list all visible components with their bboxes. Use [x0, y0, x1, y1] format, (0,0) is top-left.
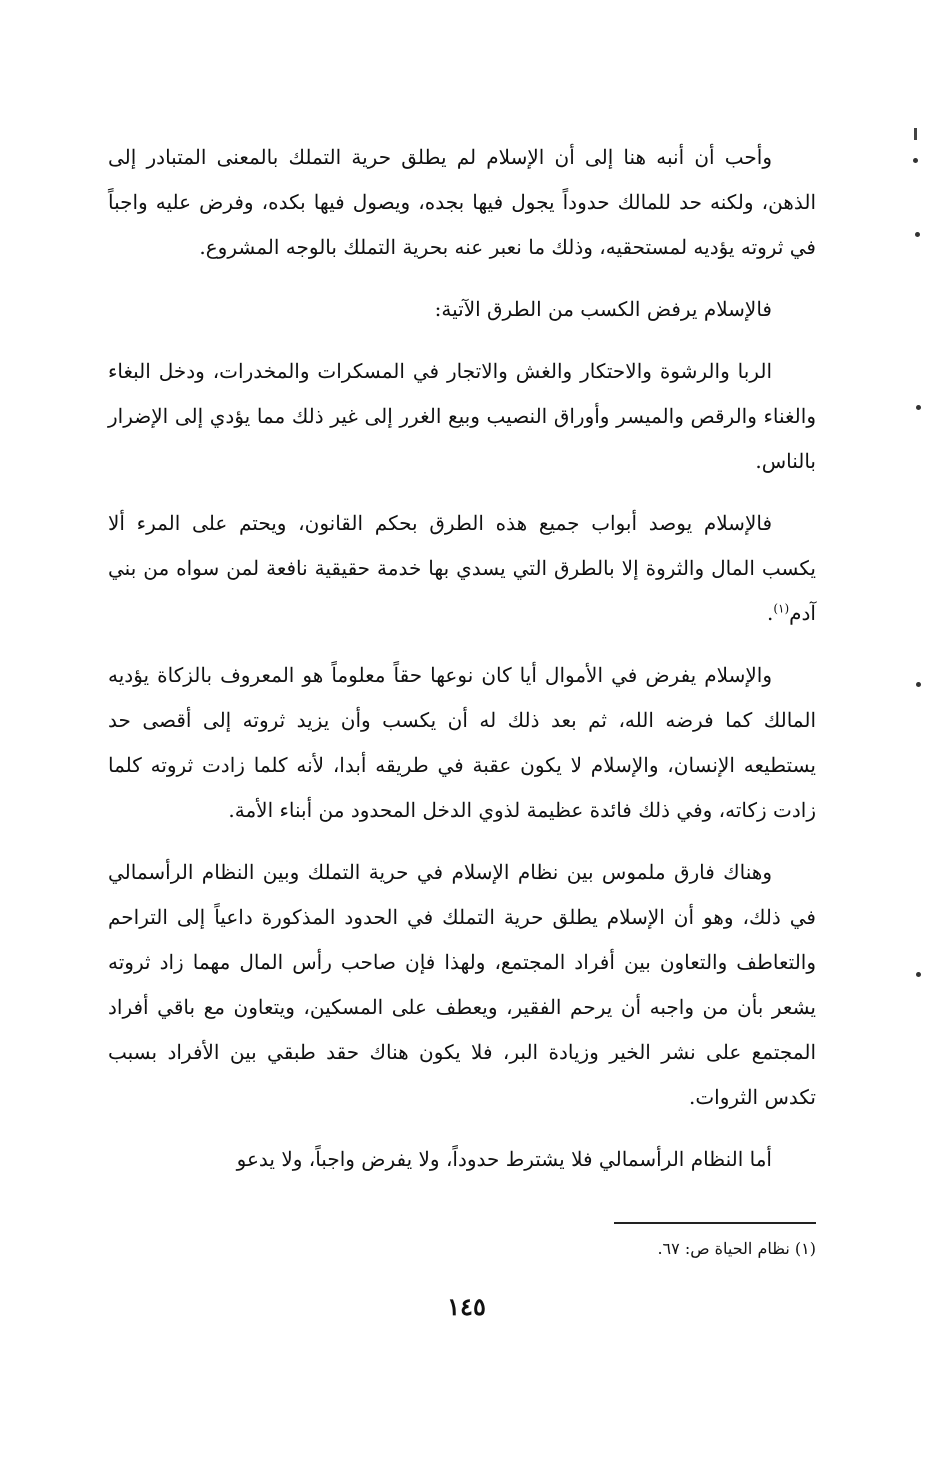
paragraph-1: وأحب أن أنبه هنا إلى أن الإسلام لم يطلق حرية التملك بالمعنى المتبادر إلى الذهن، ولكنه حد للمالك حدوداً يجول فيها بجده، ويصول فيها بكده، وفرض عليه واجباً في ثروته يؤديه لمستحقيه، وذلك ما نعبر عنه بحرية التملك بالوجه المشروع.: [108, 145, 816, 259]
body-text: [108, 135, 816, 1182]
scan-mark: [915, 232, 920, 237]
paragraph-2: فالإسلام يرفض الكسب من الطرق الآتية:: [434, 297, 772, 321]
paragraph-4: [108, 501, 816, 636]
scan-mark: [916, 972, 921, 977]
paragraph-4-text: فالإسلام يوصد أبواب جميع هذه الطرق بحكم القانون، ويحتم على المرء ألا يكسب المال والثروة إلا بالطرق التي يسدي بها خدمة حقيقية نافعة لمن سواه من بني آدم: [108, 511, 816, 625]
paragraph-3: الربا والرشوة والاحتكار والغش والاتجار في المسكرات والمخدرات، ودخل البغاء والغناء والرقص والميسر وأوراق النصيب وبيع الغرر إلى غير ذلك مما يؤدي إلى الإضرار بالناس.: [108, 359, 816, 473]
footnote-text: (١) نظام الحياة ص: ٦٧.: [657, 1239, 816, 1258]
scan-mark: [913, 158, 918, 163]
paragraph-4-end: .: [766, 601, 774, 625]
scan-mark: [916, 682, 921, 687]
paragraph-7: أما النظام الرأسمالي فلا يشترط حدوداً، ولا يفرض واجباً، ولا يدعو: [236, 1147, 772, 1171]
footnote-divider: [614, 1222, 816, 1224]
footnote-reference: (١): [773, 601, 790, 616]
scan-mark: [914, 128, 917, 140]
paragraph-5: والإسلام يفرض في الأموال أيا كان نوعها حقاً معلوماً هو المعروف بالزكاة يؤديه المالك كما فرضه الله، ثم بعد ذلك له أن يكسب وأن يزيد ثروته إلى أقصى حد يستطيعه الإنسان، والإسلام لا يكون عقبة في طريقه أبدا، لأنه كلما زادت ثروته كلما زادت زكاته، وفي ذلك فائدة عظيمة لذوي الدخل المحدود من أبناء الأمة.: [108, 663, 816, 822]
page-number: ١٤٥: [447, 1292, 486, 1321]
paragraph-6: وهناك فارق ملموس بين نظام الإسلام في حرية التملك وبين النظام الرأسمالي في ذلك، وهو أن الإسلام يطلق حرية التملك في الحدود المذكورة داعياً إلى التراحم والتعاطف والتعاون بين أفراد المجتمع، ولهذا فإن صاحب رأس المال مهما زاد ثروته يشعر بأن من واجبه أن يرحم الفقير، ويعطف على المسكين، ويتعاون مع باقي أفراد المجتمع على نشر الخير وزيادة البر، فلا يكون هناك حقد طبقي بين الأفراد بسبب تكدس الثروات.: [108, 860, 816, 1109]
scan-mark: [916, 405, 921, 410]
